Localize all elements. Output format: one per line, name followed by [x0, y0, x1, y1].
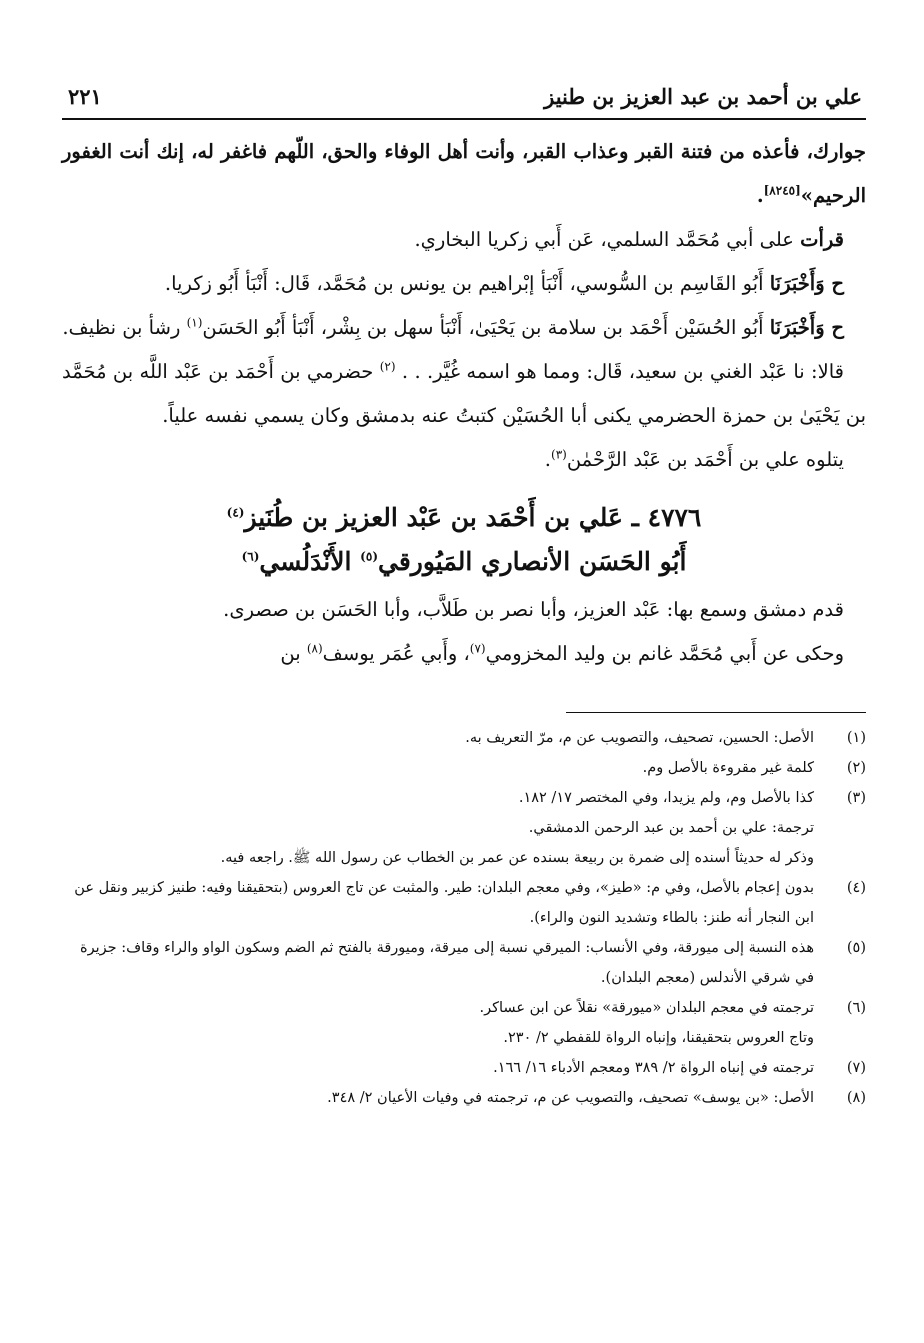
footnote-ref-8: (٨): [306, 641, 323, 656]
entry-heading: [62, 496, 866, 584]
footnote-2: [62, 753, 866, 783]
footnote-ref-1: (١): [186, 315, 203, 330]
paragraph-5: [62, 350, 866, 438]
entry-paragraph-1: قدم دمشق وسمع بها: عَبْد العزيز، وأبا نصر بن طَلاَّب، وأبا الحَسَن بن صصرى.: [223, 598, 844, 621]
paragraph-2: [62, 218, 866, 262]
entry-paragraph-2-c: بن: [280, 642, 307, 665]
footnote-number: (٨): [846, 1090, 866, 1106]
paragraph-4: [62, 306, 866, 350]
page-number: ٢٢١: [68, 84, 102, 109]
footnote-ref-3: (٣): [551, 447, 567, 462]
paragraph-6: [62, 438, 866, 482]
paragraph-2-text: على أبي مُحَمَّد السلمي، عَن أَبي زكريا البخاري.: [414, 228, 801, 251]
footnote-line: كذا بالأصل وم، ولم يزيدا، وفي المختصر ١٧/ ١٨٢.: [518, 790, 814, 806]
entry-heading-line-2: [62, 540, 866, 584]
footnote-line: بدون إعجام بالأصل، وفي م: «طيز»، وفي معجم البلدان: طير. والمثبت عن تاج العروس (بتحقيقنا وفيه: طنيز كزبير ونقل عن ابن النجار أنه طنز: بالطاء وتشديد النون والراء).: [74, 880, 814, 926]
main-text: [62, 130, 866, 676]
footnote-ref-4: (٤): [226, 505, 245, 520]
entry-heading-line-1: [62, 496, 866, 540]
paragraph-4-tail: رشأ بن نظيف.: [62, 316, 187, 339]
entry-paragraph-2-a: وحكى عن أَبي مُحَمَّد غانم بن وليد المخزومي: [485, 642, 844, 665]
footnote-line: وذكر له حديثاً أسنده إلى ضمرة بن ربيعة بسنده عن عمر بن الخطاب عن رسول الله ﷺ. راجعه فيه.: [220, 850, 814, 866]
footnote-7: [62, 1053, 866, 1083]
footnote-ref-7: (٧): [469, 641, 486, 656]
footnote-1: [62, 723, 866, 753]
footnote-line: وتاج العروس بتحقيقنا، وإنباه الرواة للقفطي ٢/ ٢٣٠.: [503, 1030, 814, 1046]
running-header: [62, 78, 866, 120]
paragraph-3-lead: ح وَأَخْبَرَنَا: [769, 272, 844, 295]
paragraph-6-text: يتلوه علي بن أَحْمَد بن عَبْد الرَّحْمٰن: [566, 448, 844, 471]
footnote-text: [62, 753, 814, 783]
footnote-ref-5: (٥): [360, 549, 378, 564]
footnote-number: (٤): [846, 880, 866, 896]
footnote-text: [62, 873, 814, 933]
paragraph-5-a: قالا: نا عَبْد الغني بن سعيد، قَال: ومما هو اسمه غُيَّر. . .: [401, 360, 845, 383]
paragraph-4-lead: ح وَأَخْبَرَنَا: [769, 316, 844, 339]
footnote-6: [62, 993, 866, 1053]
paragraph-3-text: أَبُو القَاسِم بن السُّوسي، أَنْبَأ إبْراهيم بن يونس بن مُحَمَّد، قَال: أَنْبَأ أَبُو زكريا.: [164, 272, 770, 295]
footnote-line: هذه النسبة إلى ميورقة، وفي الأنساب: الميرقي نسبة إلى ميرقة، وميورقة بالفتح ثم الضم وسكون الواو والراء وقاف: جزيرة في شرقي الأندلس (معجم البلدان).: [80, 940, 814, 986]
footnote-line: ترجمته في معجم البلدان «ميورقة» نقلاً عن ابن عساكر.: [479, 1000, 814, 1016]
footnote-line: ترجمة: علي بن أحمد بن عبد الرحمن الدمشقي.: [528, 820, 814, 836]
footnote-number: (٦): [846, 1000, 866, 1016]
paragraph-5-b: حضرمي بن أَحْمَد بن عَبْد اللَّه بن مُحَمَّد بن يَحْيَىٰ بن حمزة الحضرمي يكنى أبا الحُسَيْن كتبتُ عنه بدمشق وكان يسمي نفسه علياً.: [62, 360, 866, 427]
footnote-text: [62, 933, 814, 993]
footnote-4: [62, 873, 866, 933]
paragraph-3: [62, 262, 866, 306]
footnote-number: (٢): [846, 760, 866, 776]
footnote-number: (١): [846, 730, 866, 746]
footnote-number: (٥): [846, 940, 866, 956]
footnote-text: [62, 1053, 814, 1083]
footnote-text: [62, 783, 814, 873]
footnote-text: [62, 723, 814, 753]
entry-number: ٤٧٧٦: [647, 503, 702, 532]
entry-paragraph-2: [62, 632, 866, 676]
paragraph-6-end: .: [544, 448, 551, 471]
paragraph-2-lead: قرأت: [800, 228, 844, 251]
footnote-separator: [566, 712, 866, 713]
footnote-line: ترجمته في إنباه الرواة ٢/ ٣٨٩ ومعجم الأدباء ١٦/ ١٦٦.: [493, 1060, 814, 1076]
entry-kunya: أَبُو الحَسَن الأنصاري المَيُورقي: [378, 547, 687, 576]
footnote-ref-2: (٢): [379, 359, 396, 374]
footnote-line: الأصل: الحسين، تصحيف، والتصويب عن م، مرّ التعريف به.: [465, 730, 814, 746]
paragraph-1: جوارك، فأعذه من فتنة القبر وعذاب القبر، وأنت أهل الوفاء والحق، اللّهم فاغفر له، إنك أنت الغفور الرحيم»[٨٢٤٥].: [62, 140, 866, 207]
entry-nisba: الأَنْدَلُسي: [259, 547, 361, 576]
footnote-ref-6: (٦): [241, 549, 260, 564]
footnote-3: [62, 783, 866, 873]
footnote-8: [62, 1083, 866, 1113]
footnote-5: [62, 933, 866, 993]
entry-paragraph-2-b: ، وأَبي عُمَر يوسف: [322, 642, 470, 665]
footnotes: [62, 723, 866, 1113]
running-title: علي بن أحمد بن عبد العزيز بن طنيز: [544, 84, 862, 109]
footnote-line: كلمة غير مقروءة بالأصل وم.: [642, 760, 814, 776]
book-page: [62, 78, 866, 1343]
footnote-number: (٧): [846, 1060, 866, 1076]
footnote-text: [62, 1083, 814, 1113]
hadith-reference: [٨٢٤٥]: [763, 183, 801, 198]
footnote-text: [62, 993, 814, 1053]
paragraph-4-text: أَبُو الحُسَيْن أَحْمَد بن سلامة بن يَحْيَىٰ، أَنْبَأ سهل بن بِشْر، أَنْبَأ أَبُو الحَسَن: [202, 316, 770, 339]
footnote-number: (٣): [846, 790, 866, 806]
entry-name: ـ عَلي بن أَحْمَد بن عَبْد العزيز بن طُنَيز: [244, 503, 648, 532]
paragraph-1-text: جوارك، فأعذه من فتنة القبر وعذاب القبر، وأنت أهل الوفاء والحق، اللّهم فاغفر له، إنك أنت الغفور الرحيم»: [62, 140, 866, 207]
footnote-line: الأصل: «بن يوسف» تصحيف، والتصويب عن م، ترجمته في وفيات الأعيان ٢/ ٣٤٨.: [327, 1090, 814, 1106]
